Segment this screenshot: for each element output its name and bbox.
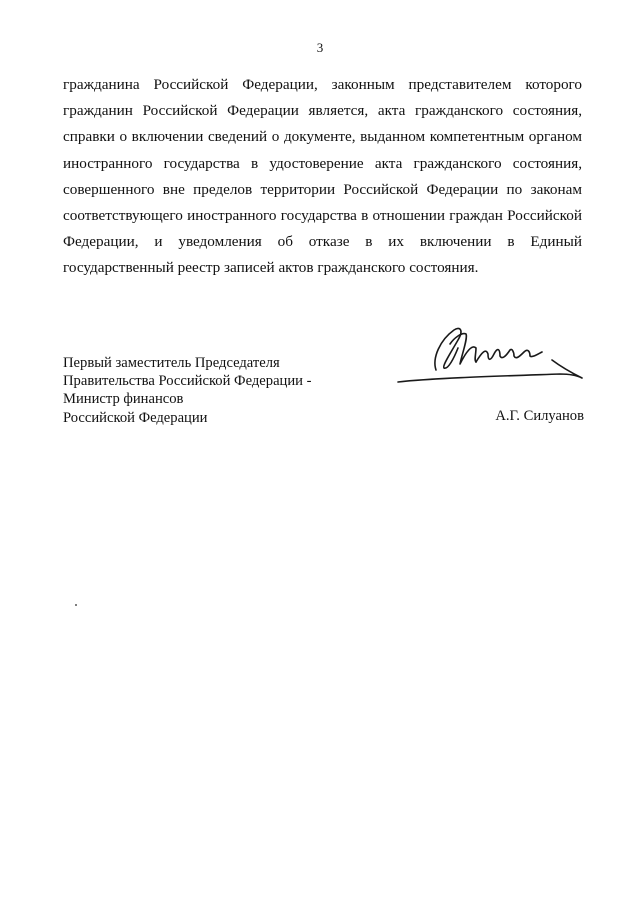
- handwritten-signature: [392, 318, 592, 398]
- scan-speck: [75, 604, 77, 606]
- body-paragraph: гражданина Российской Федерации, законным представителем которого гражданин Российской Федерации является, акта гражданского состояния, справки о включении сведений о документе, выданном компетентным органом иностранного государства в удостоверение акта гражданского состояния, совершенного вне пределов территории Российской Федерации по законам соответствующего иностранного государства в отношении граждан Российской Федерации, и уведомления об отказе в их включении в Единый государственный реестр записей актов гражданского состояния.: [63, 76, 582, 277]
- page-number: 3: [316, 40, 324, 55]
- signatory-title-line: Первый заместитель Председателя: [63, 355, 280, 371]
- signatory-title: [63, 354, 312, 427]
- signatory-title-line: Министр финансов: [63, 391, 184, 408]
- signer-name: А.Г. Силуанов: [495, 408, 584, 424]
- signatory-title-line: Правительства Российской Федерации -: [63, 373, 312, 390]
- signatory-title-line: Российской Федерации: [63, 409, 208, 426]
